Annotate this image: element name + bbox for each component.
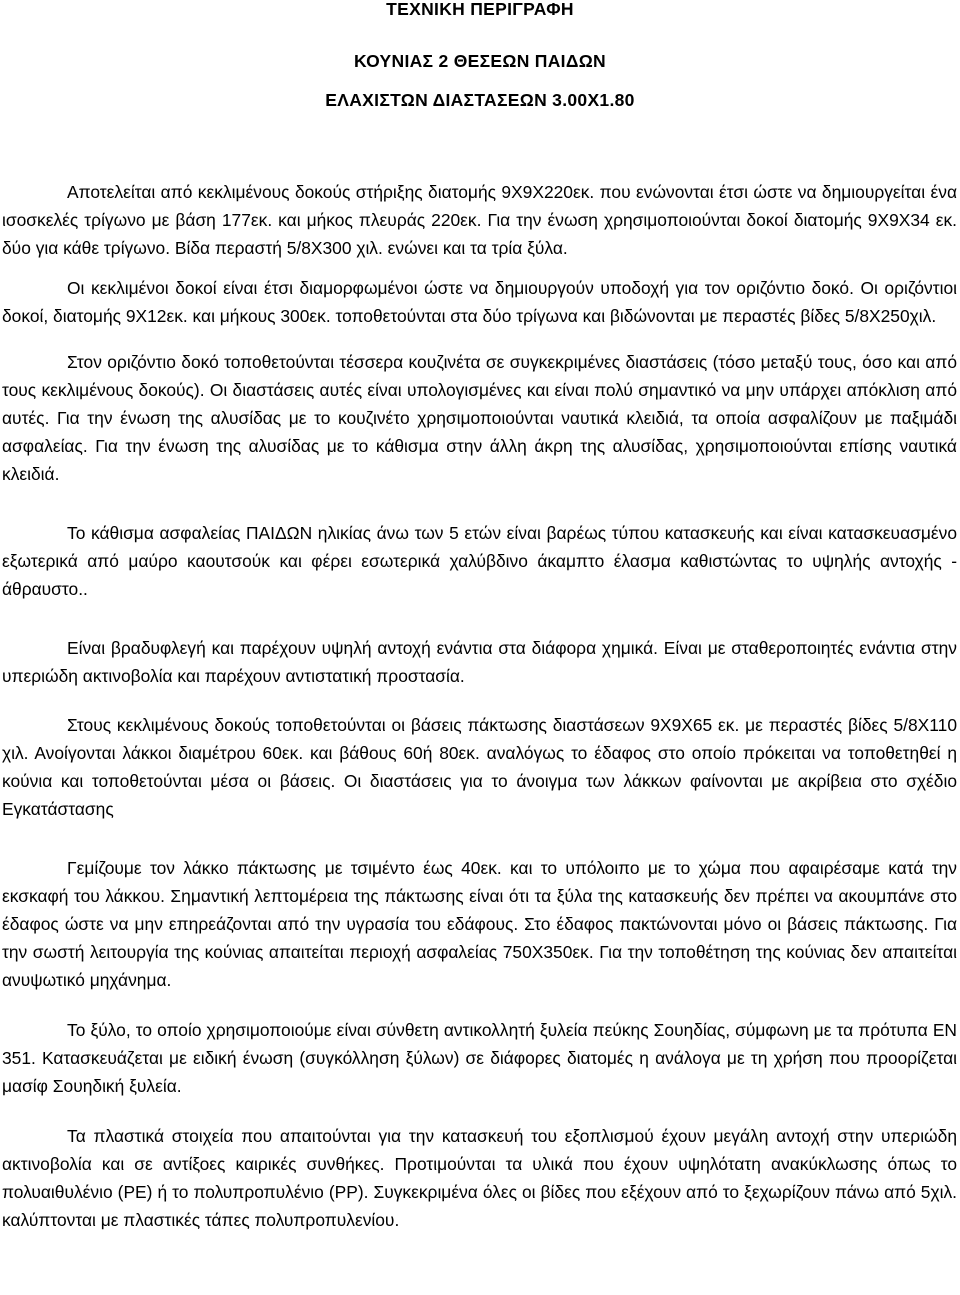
paragraph-frame-description: Αποτελείται από κεκλιμένους δοκούς στήριξης διατομής 9Χ9Χ220εκ. που ενώνονται έτσι ώστε να δημιουργείται ένα ισοσκελές τρίγωνο με βάση 177εκ. και μήκος πλευράς 220εκ. Για την ένωση χρησιμοποιούνται δοκοί διατομής 9Χ9Χ34 εκ. δύο για κάθε τρίγωνο. Βίδα περαστή 5/8Χ300 χιλ. ενώνει και τα τρία ξύλα.	[2, 182, 957, 258]
paragraph-material-properties: Είναι βραδυφλεγή και παρέχουν υψηλή αντοχή ενάντια στα διάφορα χημικά. Είναι με σταθεροποιητές ενάντια στην υπεριώδη ακτινοβολία και παρέχουν αντιστατική προστασία.	[2, 638, 957, 686]
paragraph-bearings-chains: Στον οριζόντιο δοκό τοποθετούνται τέσσερα κουζινέτα σε συγκεκριμένες διαστάσεις (τόσο μεταξύ τους, όσο και από τους κεκλιμένους δοκούς). Οι διαστάσεις αυτές είναι υπολογισμένες και είναι πολύ σημαντικό να μην υπάρχει απόκλιση από αυτές. Για την ένωση της αλυσίδας με το κουζινέτο χρησιμοποιούνται ναυτικά κλειδιά, τα οποία ασφαλίζουν με παξιμάδι ασφαλείας. Για την ένωση της αλυσίδας με το κάθισμα στην άλλη άκρη της αλυσίδας, χρησιμοποιούνται επίσης ναυτικά κλειδιά.	[2, 352, 957, 484]
paragraph-timber: Το ξύλο, το οποίο χρησιμοποιούμε είναι σύνθετη αντικολλητή ξυλεία πεύκης Σουηδίας, σύμφωνη με τα πρότυπα ΕΝ 351. Κατασκευάζεται με ειδική ένωση (συγκόλληση ξύλων) σε διάφορες διατομές η ανάλογα με τη χρήση που προορίζεται μασίφ Σουηδική ξυλεία.	[2, 1020, 957, 1096]
paragraph-safety-seat: Το κάθισμα ασφαλείας ΠΑΙΔΩΝ ηλικίας άνω των 5 ετών είναι βαρέως τύπου κατασκευής και είναι κατασκευασμένο εξωτερικά από μαύρο καουτσούκ και φέρει εσωτερικά χαλύβδινο άκαμπτο έλασμα καθιστώντας το υψηλής αντοχής - άθραυστο..	[2, 523, 957, 599]
document-body	[2, 178, 957, 1234]
document-dimensions-heading: ΕΛΑΧΙΣΤΩΝ ΔΙΑΣΤΑΣΕΩΝ 3.00Χ1.80	[325, 90, 635, 110]
paragraph-anchoring-bases: Στους κεκλιμένους δοκούς τοποθετούνται οι βάσεις πάκτωσης διαστάσεων 9Χ9Χ65 εκ. με περαστές βίδες 5/8Χ110 χιλ. Ανοίγονται λάκκοι διαμέτρου 60εκ. και βάθους 60ή 80εκ. αναλόγως το έδαφος στο οποίο πρόκειται να τοποθετηθεί η κούνια και τοποθετούνται μέσα οι βάσεις. Οι διαστάσεις για το άνοιγμα των λάκκων φαίνονται με ακρίβεια στο σχέδιο Εγκατάστασης	[2, 715, 957, 819]
paragraph-plastic-components: Τα πλαστικά στοιχεία που απαιτούνται για την κατασκευή του εξοπλισμού έχουν μεγάλη αντοχή στην υπεριώδη ακτινοβολία και σε αντίξοες καιρικές συνθήκες. Προτιμούνται τα υλικά που έχουν υψηλότατη ανακύκλωσης όπως το πολυαιθυλένιο (PE) ή το πολυπροπυλένιο (PP). Συγκεκριμένα όλες οι βίδες που εξέχουν από το ξεχωρίζουν πάνω από 5χιλ. καλύπτονται με πλαστικές τάπες πολυπροπυλενίου.	[2, 1126, 957, 1230]
document-title: ΤΕΧΝΙΚΗ ΠΕΡΙΓΡΑΦΗ	[386, 0, 574, 19]
paragraph-horizontal-beams: Οι κεκλιμένοι δοκοί είναι έτσι διαμορφωμένοι ώστε να δημιουργούν υποδοχή για τον οριζόντιο δοκό. Οι οριζόντιοι δοκοί, διατομής 9Χ12εκ. και μήκους 300εκ. τοποθετούνται στα δύο τρίγωνα και βιδώνονται με περαστές βίδες 5/8Χ250χιλ.	[2, 278, 957, 326]
paragraph-foundation-installation: Γεμίζουμε τον λάκκο πάκτωσης με τσιμέντο έως 40εκ. και το υπόλοιπο με το χώμα που αφαιρέσαμε κατά την εκσκαφή του λάκκου. Σημαντική λεπτομέρεια της πάκτωσης είναι ότι τα ξύλα της κατασκευής δεν πρέπει να ακουμπάνε στο έδαφος ώστε να μην επηρεάζονται από την υγρασία του εδάφους. Στο έδαφος πακτώνονται μόνο οι βάσεις πάκτωσης. Για την σωστή λειτουργία της κούνιας απαιτείται περιοχή ασφαλείας 750Χ350εκ. Για την τοποθέτηση της κούνιας δεν απαιτείται ανυψωτικό μηχάνημα.	[2, 858, 957, 990]
document-subtitle: ΚΟΥΝΙΑΣ 2 ΘΕΣΕΩΝ ΠΑΙΔΩΝ	[353, 51, 606, 71]
